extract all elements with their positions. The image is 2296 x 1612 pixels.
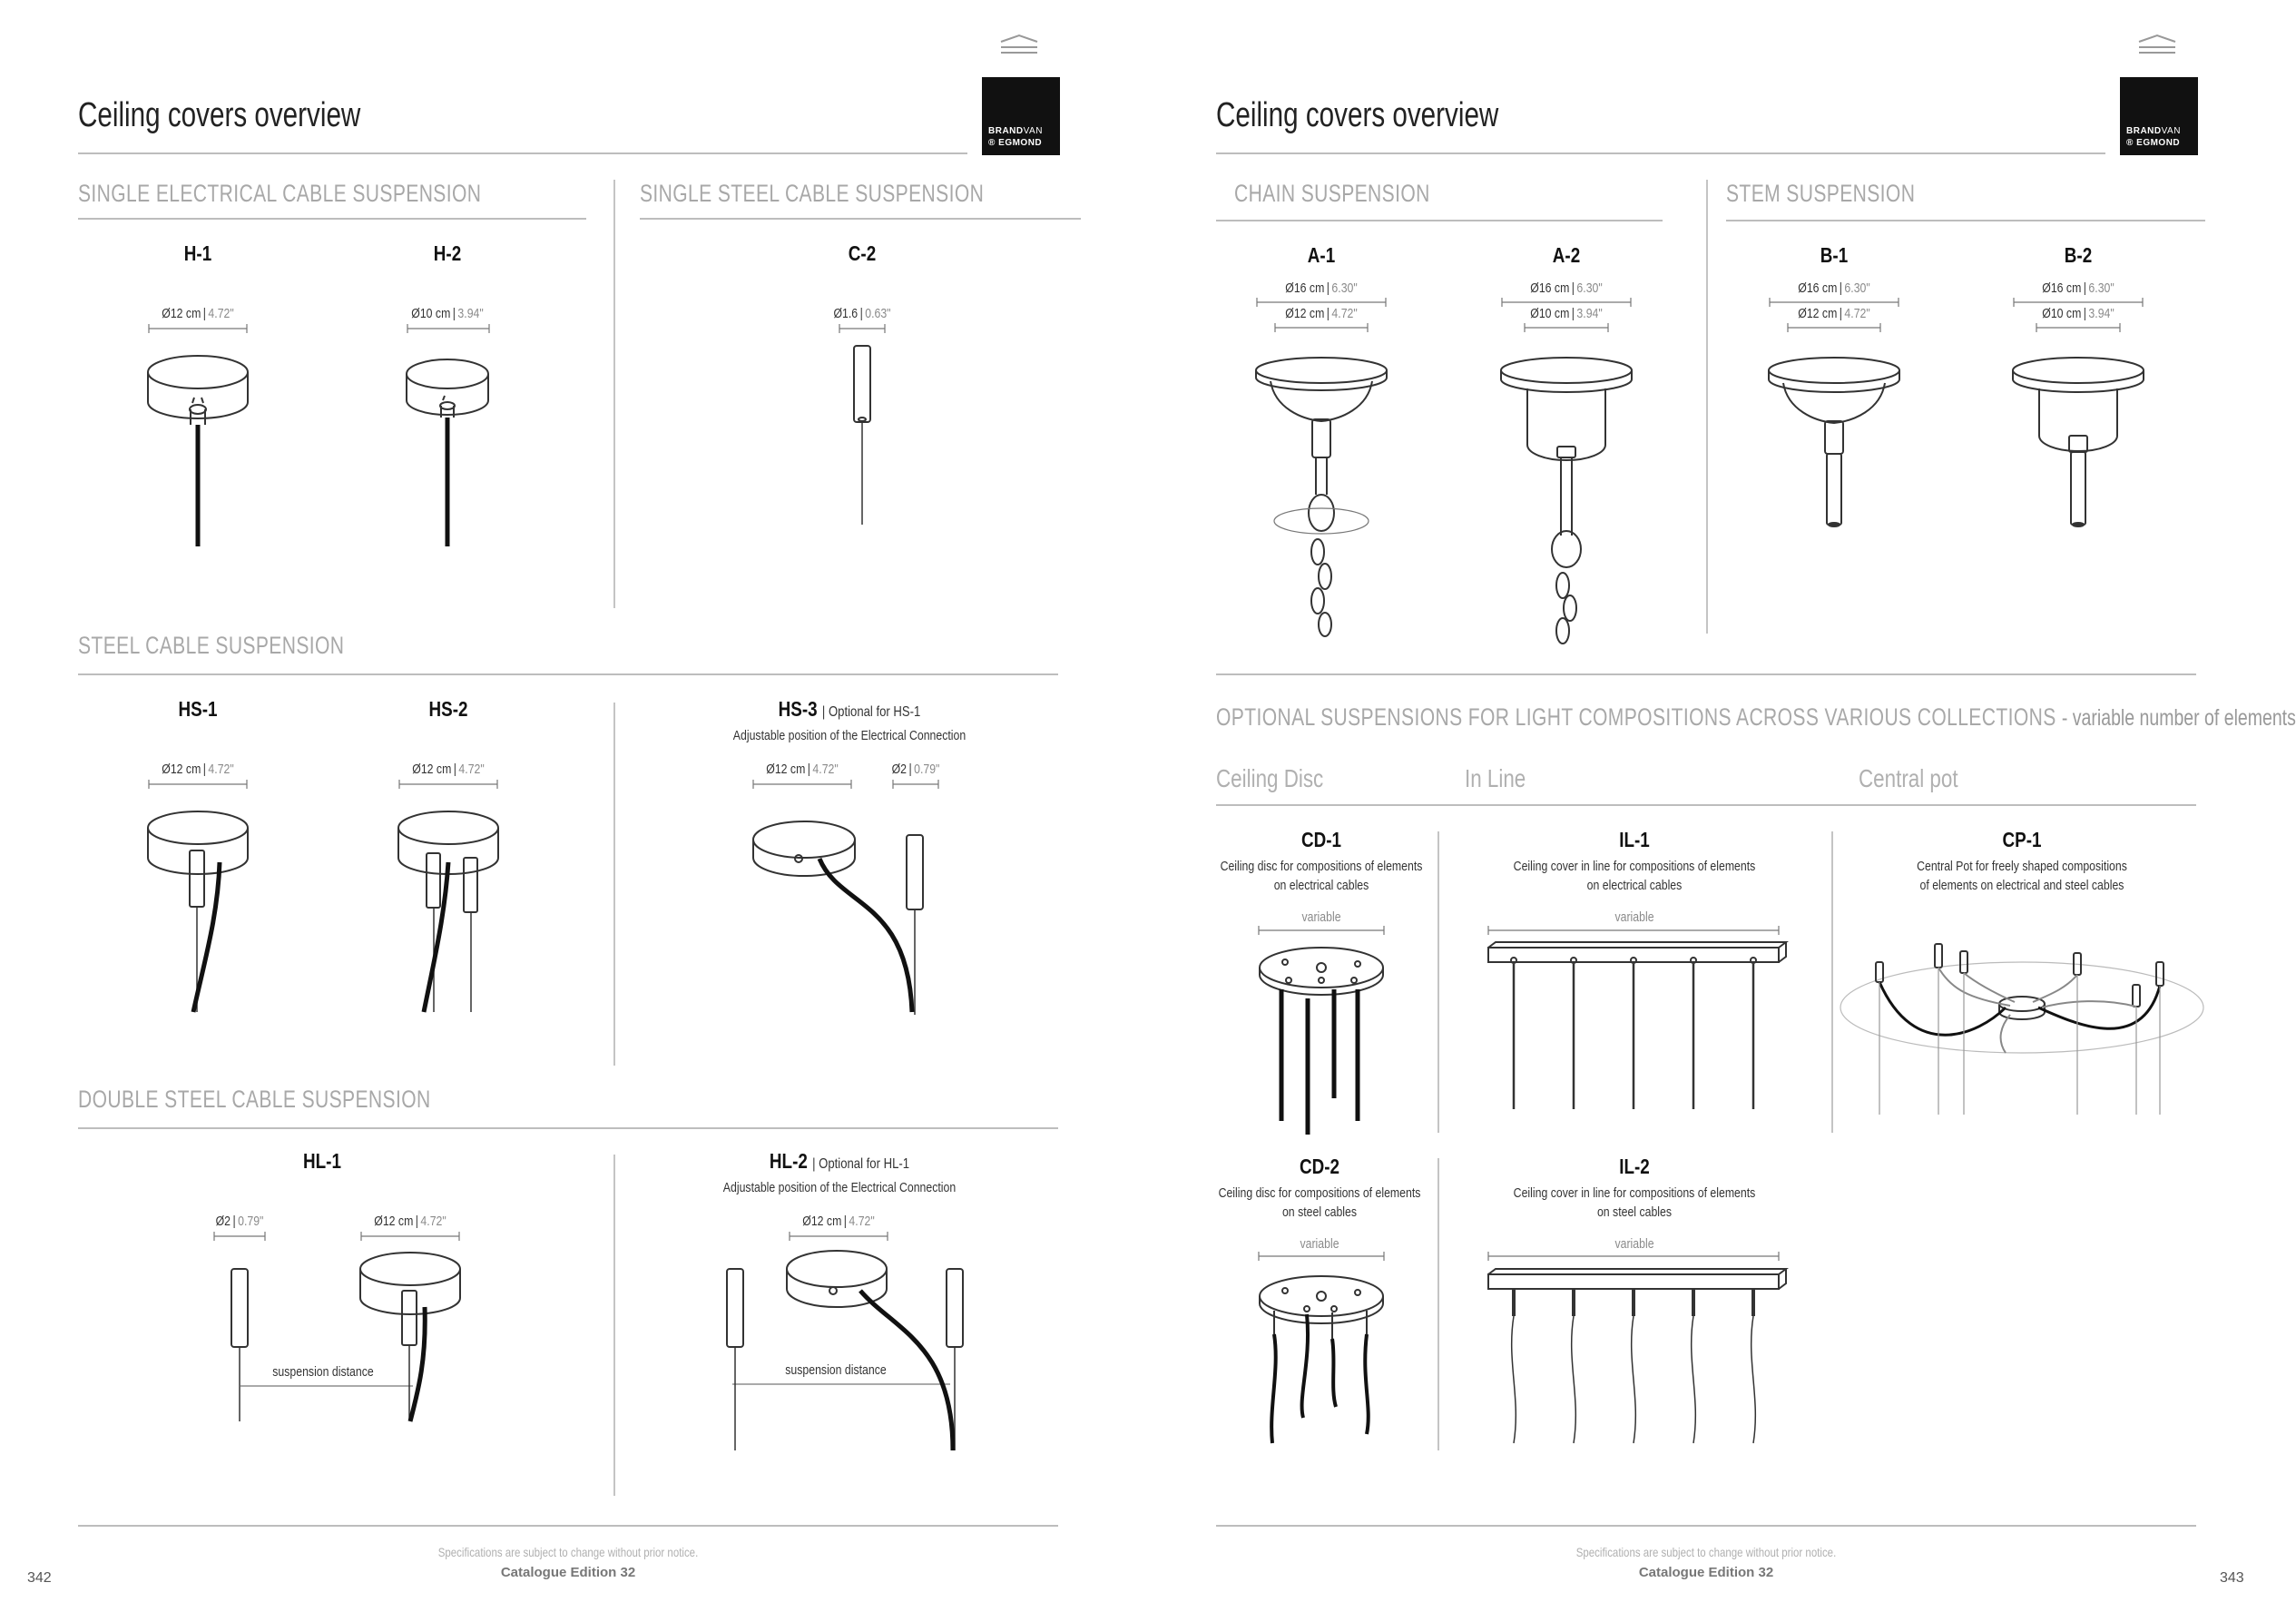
column-divider [613,180,615,608]
section-chain: CHAIN SUSPENSION [1234,180,1430,207]
subsection-central-pot: Central pot [1859,764,1958,792]
dimension-b2-outer: Ø16 cm | 6.30" [2042,280,2114,296]
description-cd2: Ceiling disc for compositions of elements on steel cables [1218,1185,1421,1220]
product-code-hs3: HS-3 | Optional for HS-1 [778,697,921,721]
page-title-left: Ceiling covers overview [78,96,361,134]
dimension-hs3-cable: Ø2 | 0.79" [891,762,940,777]
dimension-hs3: Ø12 cm | 4.72" [766,762,839,777]
product-code-cd2: CD-2 [1299,1155,1340,1178]
tray-icon-right [2139,35,2175,53]
cd2-drawing [1260,1276,1383,1443]
section-rule [1216,220,1663,221]
product-code-hl1: HL-1 [303,1149,341,1173]
product-code-hs2: HS-2 [428,697,468,721]
dimension-a1-outer: Ø16 cm | 6.30" [1285,280,1358,296]
description-cp1: Central Pot for freely shaped compositions of elements on electrical and steel cables [1917,859,2127,893]
product-code-h2: H-2 [433,241,462,265]
cp1-drawing [1840,944,2203,1115]
dimension-b2-inner: Ø10 cm | 3.94" [2042,306,2114,321]
product-code-b1: B-1 [1820,243,1849,267]
description-cd1: Ceiling disc for compositions of elements on electrical cables [1220,859,1423,893]
footer-edition-right: Catalogue Edition 32 [1638,1565,1774,1580]
il2-drawing [1488,1269,1786,1443]
dimension-il1: variable [1614,909,1654,925]
dimension-hl2: Ø12 cm | 4.72" [802,1214,875,1229]
description-hl2: Adjustable position of the Electrical Connection [722,1180,957,1195]
product-code-il1: IL-1 [1619,828,1650,851]
dimension-h2: Ø10 cm | 3.94" [411,306,484,321]
section-optional: OPTIONAL SUSPENSIONS FOR LIGHT COMPOSITIONS ACROSS VARIOUS COLLECTIONS - variable number of elements [1216,703,2296,731]
footer-notice-left: Specifications are subject to change without prior notice. [437,1545,699,1559]
product-code-cd1: CD-1 [1300,828,1342,851]
a1-drawing [1256,358,1387,636]
b2-drawing [2013,358,2144,526]
hs3-drawing [753,821,923,1015]
column-divider [1437,831,1439,1133]
cd1-drawing [1260,948,1383,1135]
column-divider [1437,1158,1439,1450]
section-rule [640,218,1081,220]
product-code-a2: A-2 [1552,243,1581,267]
title-rule-left [78,152,967,154]
description-il1: Ceiling cover in line for compositions of elements on electrical cables [1513,859,1756,893]
dimension-hs1: Ø12 cm | 4.72" [162,762,234,777]
hl1-drawing [231,1253,460,1421]
title-rule-right [1216,152,2105,154]
section-rule [78,673,1058,675]
product-code-h1: H-1 [183,241,212,265]
section-single-steel: SINGLE STEEL CABLE SUSPENSION [640,180,985,207]
brand-logo-left: BRANDVAN ® EGMOND [982,77,1060,155]
dimension-il2: variable [1614,1236,1654,1252]
hl2-drawing [727,1251,963,1450]
section-single-electrical: SINGLE ELECTRICAL CABLE SUSPENSION [78,180,482,207]
description-il2: Ceiling cover in line for compositions of elements on steel cables [1513,1185,1756,1220]
dimension-b1-outer: Ø16 cm | 6.30" [1798,280,1870,296]
footer-rule-right [1216,1525,2196,1527]
label-suspension-distance: suspension distance [272,1364,374,1380]
subsection-ceiling-disc: Ceiling Disc [1216,764,1324,792]
section-rule [78,218,586,220]
footer-notice-right: Specifications are subject to change without prior notice. [1575,1545,1837,1559]
footer-edition-left: Catalogue Edition 32 [500,1565,636,1580]
column-divider [613,703,615,1066]
section-rule [1216,673,2196,675]
description-hs3: Adjustable position of the Electrical Connection [732,728,966,743]
dimension-a1-inner: Ø12 cm | 4.72" [1285,306,1358,321]
column-divider [1831,831,1833,1133]
dimension-b1-inner: Ø12 cm | 4.72" [1798,306,1870,321]
dimension-c2: Ø1.6 | 0.63" [833,306,891,321]
footer-rule-left [78,1525,1058,1527]
b1-drawing [1769,358,1899,526]
label-suspension-distance: suspension distance [785,1362,887,1378]
column-divider [613,1155,615,1496]
product-code-cp1: CP-1 [2002,828,2042,851]
section-stem: STEM SUSPENSION [1726,180,1916,207]
product-code-hl2: HL-2 | Optional for HL-1 [769,1149,910,1173]
section-double-steel: DOUBLE STEEL CABLE SUSPENSION [78,1086,431,1113]
product-code-b2: B-2 [2064,243,2093,267]
dimension-a2-inner: Ø10 cm | 3.94" [1530,306,1603,321]
h1-drawing [148,356,248,546]
dimension-cd2: variable [1300,1236,1339,1252]
subsection-in-line: In Line [1465,764,1526,792]
product-code-a1: A-1 [1307,243,1336,267]
product-code-il2: IL-2 [1619,1155,1650,1178]
page-title-right: Ceiling covers overview [1216,96,1499,134]
c2-drawing [854,346,870,525]
h2-drawing [407,359,488,546]
section-rule [1726,220,2205,221]
dimension-hs2: Ø12 cm | 4.72" [412,762,485,777]
dimension-hl1: Ø12 cm | 4.72" [374,1214,446,1229]
dimension-cd1: variable [1301,909,1341,925]
dimension-a2-outer: Ø16 cm | 6.30" [1530,280,1603,296]
section-rule [78,1127,1058,1129]
dimension-h1: Ø12 cm | 4.72" [162,306,234,321]
il1-drawing [1488,942,1786,1109]
section-rule [1216,804,2196,806]
tray-icon-left [1001,35,1037,53]
hs1-drawing [148,811,248,1012]
page-number-left: 342 [27,1570,52,1586]
dimension-hl1-cable: Ø2 | 0.79" [215,1214,264,1229]
product-code-hs1: HS-1 [178,697,218,721]
brand-logo-right: BRANDVAN ® EGMOND [2120,77,2198,155]
hs2-drawing [398,811,498,1012]
product-code-c2: C-2 [848,241,877,265]
a2-drawing [1501,358,1632,644]
section-steel-cable: STEEL CABLE SUSPENSION [78,632,345,659]
page-number-right: 343 [2220,1570,2244,1586]
column-divider [1706,180,1708,634]
